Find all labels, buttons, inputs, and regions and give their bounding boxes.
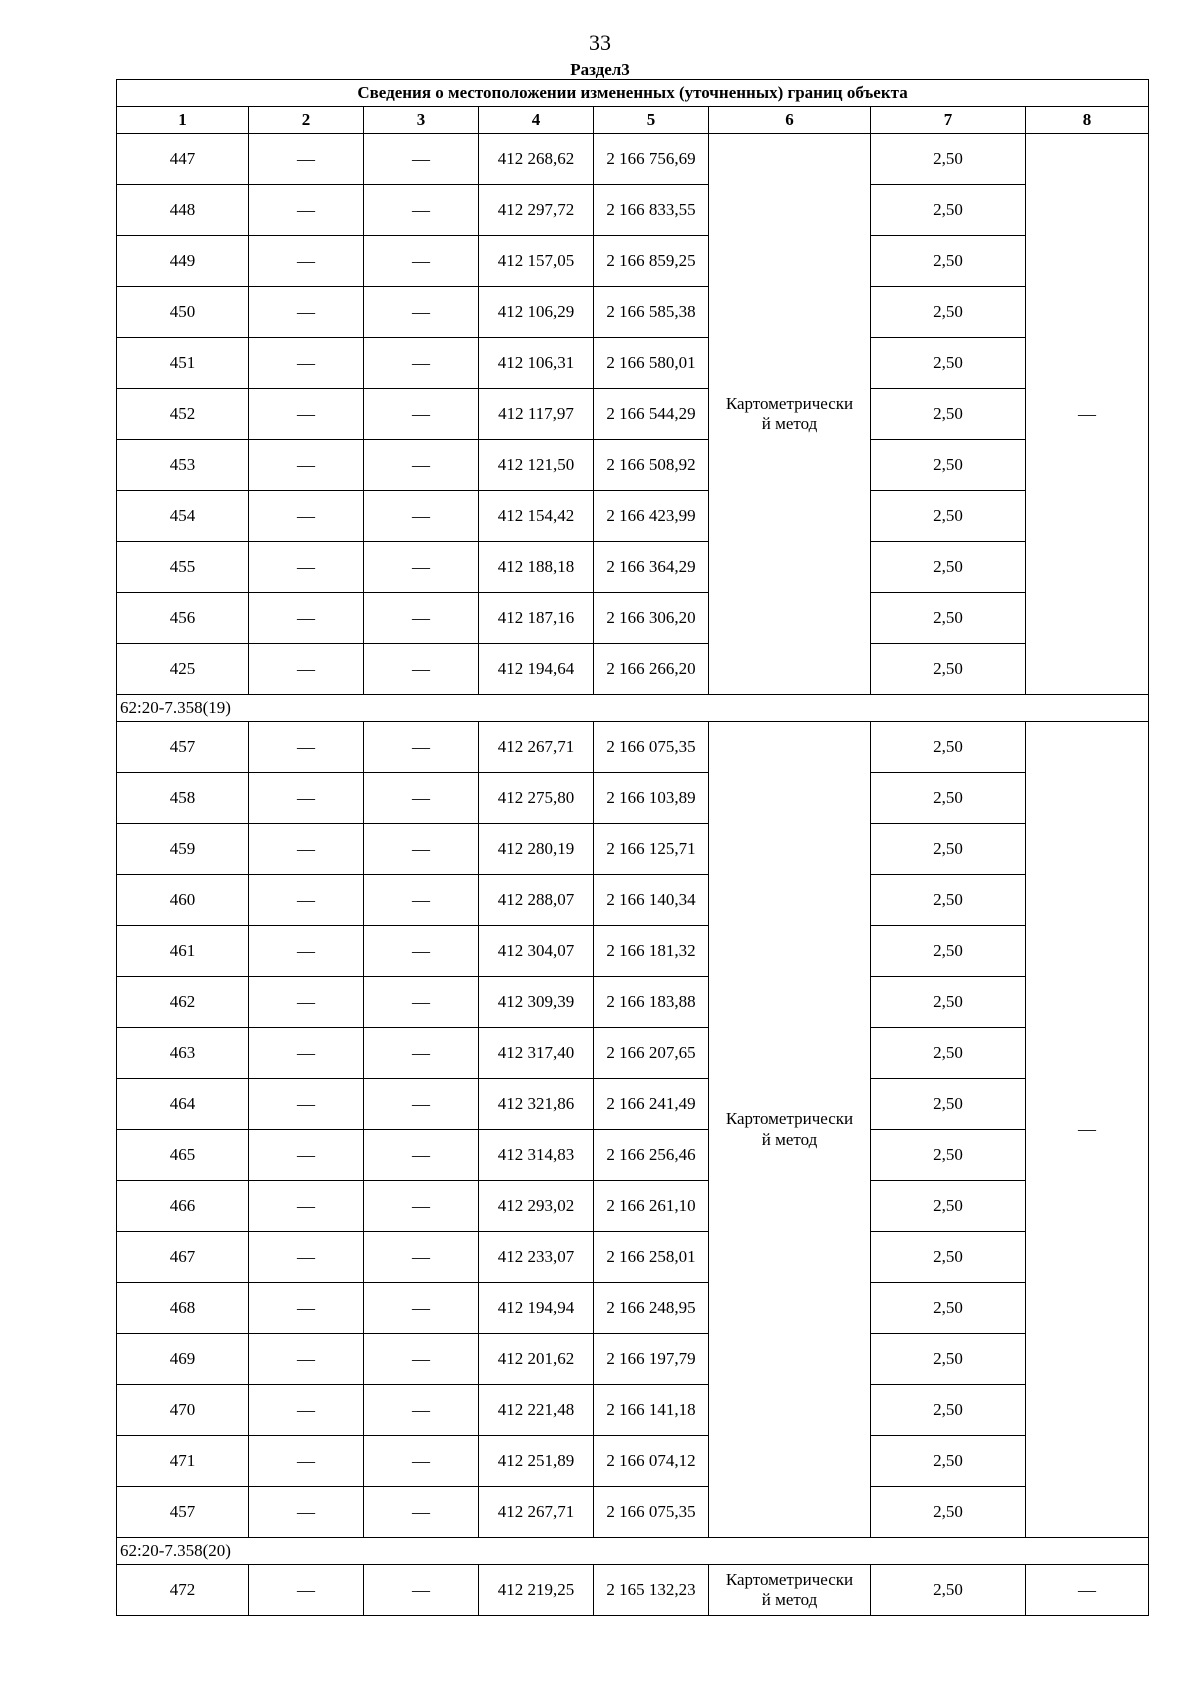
table-caption: Сведения о местоположении измененных (уточненных) границ объекта (117, 80, 1149, 107)
col3-cell: — (364, 1334, 479, 1385)
point-number-cell: 456 (117, 593, 249, 644)
col3-cell: — (364, 1232, 479, 1283)
x-coordinate-cell: 412 219,25 (479, 1565, 594, 1616)
col3-cell: — (364, 977, 479, 1028)
col2-cell: — (249, 1385, 364, 1436)
section-title: Раздел3 (570, 60, 630, 79)
table-row (117, 1487, 1149, 1538)
y-coordinate-cell: 2 166 075,35 (594, 1487, 709, 1538)
y-coordinate-cell: 2 165 132,23 (594, 1565, 709, 1616)
point-number-cell: 471 (117, 1436, 249, 1487)
accuracy-cell: 2,50 (871, 491, 1026, 542)
table-row (117, 875, 1149, 926)
x-coordinate-cell: 412 194,64 (479, 644, 594, 695)
col3-cell: — (364, 593, 479, 644)
point-number-cell: 458 (117, 773, 249, 824)
accuracy-cell: 2,50 (871, 1181, 1026, 1232)
col2-cell: — (249, 875, 364, 926)
method-text-line: Картометрически (725, 1569, 854, 1589)
table-row (117, 542, 1149, 593)
accuracy-cell: 2,50 (871, 338, 1026, 389)
point-number-cell: 469 (117, 1334, 249, 1385)
table-row (117, 1283, 1149, 1334)
x-coordinate-cell: 412 288,07 (479, 875, 594, 926)
x-coordinate-cell: 412 188,18 (479, 542, 594, 593)
col3-cell: — (364, 824, 479, 875)
table-row (117, 1385, 1149, 1436)
point-number-cell: 466 (117, 1181, 249, 1232)
accuracy-cell: 2,50 (871, 287, 1026, 338)
col2-cell: — (249, 1130, 364, 1181)
col3-cell: — (364, 491, 479, 542)
x-coordinate-cell: 412 304,07 (479, 926, 594, 977)
table-row (117, 977, 1149, 1028)
method-text-line: й метод (761, 414, 818, 433)
y-coordinate-cell: 2 166 075,35 (594, 722, 709, 773)
x-coordinate-cell: 412 267,71 (479, 1487, 594, 1538)
accuracy-cell: 2,50 (871, 1028, 1026, 1079)
accuracy-cell: 2,50 (871, 1283, 1026, 1334)
x-coordinate-cell: 412 106,29 (479, 287, 594, 338)
method-text-line: й метод (761, 1129, 818, 1149)
point-number-cell: 449 (117, 236, 249, 287)
y-coordinate-cell: 2 166 364,29 (594, 542, 709, 593)
x-coordinate-cell: 412 321,86 (479, 1079, 594, 1130)
y-coordinate-cell: 2 166 141,18 (594, 1385, 709, 1436)
col3-cell: — (364, 287, 479, 338)
table-row (117, 644, 1149, 695)
accuracy-cell: 2,50 (871, 134, 1026, 185)
accuracy-cell: 2,50 (871, 1565, 1026, 1616)
point-number-cell: 459 (117, 824, 249, 875)
x-coordinate-cell: 412 268,62 (479, 134, 594, 185)
point-number-cell: 472 (117, 1565, 249, 1616)
col2-cell: — (249, 722, 364, 773)
x-coordinate-cell: 412 194,94 (479, 1283, 594, 1334)
x-coordinate-cell: 412 233,07 (479, 1232, 594, 1283)
x-coordinate-cell: 412 106,31 (479, 338, 594, 389)
method-cell (709, 722, 871, 1538)
col3-cell: — (364, 1130, 479, 1181)
col2-cell: — (249, 593, 364, 644)
column-number-row (117, 107, 1149, 134)
table-row (117, 593, 1149, 644)
x-coordinate-cell: 412 267,71 (479, 722, 594, 773)
col3-cell: — (364, 1385, 479, 1436)
y-coordinate-cell: 2 166 306,20 (594, 593, 709, 644)
col2-cell: — (249, 185, 364, 236)
col2-cell: — (249, 236, 364, 287)
col2-cell: — (249, 1079, 364, 1130)
x-coordinate-cell: 412 221,48 (479, 1385, 594, 1436)
accuracy-cell: 2,50 (871, 236, 1026, 287)
col3-cell: — (364, 1436, 479, 1487)
point-number-cell: 452 (117, 389, 249, 440)
x-coordinate-cell: 412 280,19 (479, 824, 594, 875)
y-coordinate-cell: 2 166 423,99 (594, 491, 709, 542)
col3-cell: — (364, 1028, 479, 1079)
table-row (117, 926, 1149, 977)
method-cell (709, 134, 871, 695)
accuracy-cell: 2,50 (871, 1232, 1026, 1283)
x-coordinate-cell: 412 309,39 (479, 977, 594, 1028)
col3-cell: — (364, 1487, 479, 1538)
col2-cell: — (249, 1028, 364, 1079)
table-row (117, 440, 1149, 491)
col3-cell: — (364, 440, 479, 491)
point-number-cell: 465 (117, 1130, 249, 1181)
x-coordinate-cell: 412 117,97 (479, 389, 594, 440)
x-coordinate-cell: 412 154,42 (479, 491, 594, 542)
group-label-row (117, 695, 1149, 722)
col3-cell: — (364, 134, 479, 185)
y-coordinate-cell: 2 166 207,65 (594, 1028, 709, 1079)
col3-cell: — (364, 773, 479, 824)
point-number-cell: 453 (117, 440, 249, 491)
column-number: 4 (479, 107, 594, 134)
table-row (117, 1079, 1149, 1130)
x-coordinate-cell: 412 317,40 (479, 1028, 594, 1079)
x-coordinate-cell: 412 157,05 (479, 236, 594, 287)
col3-cell: — (364, 644, 479, 695)
column-number: 6 (709, 107, 871, 134)
table-row (117, 134, 1149, 185)
column-number: 5 (594, 107, 709, 134)
table-row (117, 1028, 1149, 1079)
accuracy-cell: 2,50 (871, 1079, 1026, 1130)
table-row (117, 185, 1149, 236)
x-coordinate-cell: 412 293,02 (479, 1181, 594, 1232)
col2-cell: — (249, 542, 364, 593)
col3-cell: — (364, 185, 479, 236)
table-row (117, 1334, 1149, 1385)
accuracy-cell: 2,50 (871, 875, 1026, 926)
table-caption-row (117, 80, 1149, 107)
point-number-cell: 450 (117, 287, 249, 338)
column-number: 1 (117, 107, 249, 134)
accuracy-cell: 2,50 (871, 977, 1026, 1028)
col2-cell: — (249, 491, 364, 542)
accuracy-cell: 2,50 (871, 722, 1026, 773)
accuracy-cell: 2,50 (871, 1487, 1026, 1538)
accuracy-cell: 2,50 (871, 824, 1026, 875)
col2-cell: — (249, 1487, 364, 1538)
accuracy-cell: 2,50 (871, 1436, 1026, 1487)
accuracy-cell: 2,50 (871, 593, 1026, 644)
x-coordinate-cell: 412 187,16 (479, 593, 594, 644)
table-row (117, 1436, 1149, 1487)
col2-cell: — (249, 1436, 364, 1487)
y-coordinate-cell: 2 166 241,49 (594, 1079, 709, 1130)
point-number-cell: 462 (117, 977, 249, 1028)
point-number-cell: 460 (117, 875, 249, 926)
col2-cell: — (249, 338, 364, 389)
point-number-cell: 468 (117, 1283, 249, 1334)
y-coordinate-cell: 2 166 859,25 (594, 236, 709, 287)
col3-cell: — (364, 236, 479, 287)
x-coordinate-cell: 412 121,50 (479, 440, 594, 491)
col2-cell: — (249, 1565, 364, 1616)
col3-cell: — (364, 542, 479, 593)
table-row (117, 389, 1149, 440)
table-row (117, 1565, 1149, 1616)
y-coordinate-cell: 2 166 544,29 (594, 389, 709, 440)
column-number: 2 (249, 107, 364, 134)
y-coordinate-cell: 2 166 580,01 (594, 338, 709, 389)
point-number-cell: 457 (117, 722, 249, 773)
y-coordinate-cell: 2 166 103,89 (594, 773, 709, 824)
col2-cell: — (249, 287, 364, 338)
col3-cell: — (364, 722, 479, 773)
point-number-cell: 464 (117, 1079, 249, 1130)
table-row (117, 287, 1149, 338)
col2-cell: — (249, 977, 364, 1028)
x-coordinate-cell: 412 297,72 (479, 185, 594, 236)
col2-cell: — (249, 824, 364, 875)
y-coordinate-cell: 2 166 140,34 (594, 875, 709, 926)
col2-cell: — (249, 1334, 364, 1385)
accuracy-cell: 2,50 (871, 1334, 1026, 1385)
point-number-cell: 447 (117, 134, 249, 185)
y-coordinate-cell: 2 166 197,79 (594, 1334, 709, 1385)
table-row (117, 1232, 1149, 1283)
col3-cell: — (364, 1079, 479, 1130)
col2-cell: — (249, 134, 364, 185)
point-number-cell: 467 (117, 1232, 249, 1283)
col3-cell: — (364, 1283, 479, 1334)
table-row (117, 722, 1149, 773)
col3-cell: — (364, 389, 479, 440)
accuracy-cell: 2,50 (871, 185, 1026, 236)
y-coordinate-cell: 2 166 585,38 (594, 287, 709, 338)
col2-cell: — (249, 1181, 364, 1232)
y-coordinate-cell: 2 166 266,20 (594, 644, 709, 695)
y-coordinate-cell: 2 166 508,92 (594, 440, 709, 491)
accuracy-cell: 2,50 (871, 389, 1026, 440)
accuracy-cell: 2,50 (871, 1130, 1026, 1181)
y-coordinate-cell: 2 166 256,46 (594, 1130, 709, 1181)
col2-cell: — (249, 1232, 364, 1283)
group-label: 62:20-7.358(19) (117, 695, 1149, 722)
table-row (117, 491, 1149, 542)
point-number-cell: 451 (117, 338, 249, 389)
point-number-cell: 463 (117, 1028, 249, 1079)
column-number: 3 (364, 107, 479, 134)
table-row (117, 1181, 1149, 1232)
col2-cell: — (249, 440, 364, 491)
y-coordinate-cell: 2 166 074,12 (594, 1436, 709, 1487)
col3-cell: — (364, 338, 479, 389)
col2-cell: — (249, 926, 364, 977)
method-text-line: Картометрически (725, 393, 854, 413)
col2-cell: — (249, 1283, 364, 1334)
point-number-cell: 425 (117, 644, 249, 695)
col3-cell: — (364, 1565, 479, 1616)
col2-cell: — (249, 773, 364, 824)
method-cell (709, 1565, 871, 1616)
method-text-line: Картометрически (725, 1109, 854, 1129)
accuracy-cell: 2,50 (871, 926, 1026, 977)
accuracy-cell: 2,50 (871, 1385, 1026, 1436)
accuracy-cell: 2,50 (871, 542, 1026, 593)
x-coordinate-cell: 412 251,89 (479, 1436, 594, 1487)
col8-cell: — (1026, 134, 1149, 695)
col3-cell: — (364, 1181, 479, 1232)
point-number-cell: 457 (117, 1487, 249, 1538)
y-coordinate-cell: 2 166 756,69 (594, 134, 709, 185)
table-row (117, 773, 1149, 824)
col8-cell: — (1026, 722, 1149, 1538)
point-number-cell: 461 (117, 926, 249, 977)
table-row (117, 1130, 1149, 1181)
col3-cell: — (364, 926, 479, 977)
column-number: 8 (1026, 107, 1149, 134)
x-coordinate-cell: 412 201,62 (479, 1334, 594, 1385)
group-label-row (117, 1538, 1149, 1565)
point-number-cell: 470 (117, 1385, 249, 1436)
x-coordinate-cell: 412 275,80 (479, 773, 594, 824)
y-coordinate-cell: 2 166 248,95 (594, 1283, 709, 1334)
y-coordinate-cell: 2 166 258,01 (594, 1232, 709, 1283)
col3-cell: — (364, 875, 479, 926)
page-number: 33 (589, 30, 611, 55)
point-number-cell: 454 (117, 491, 249, 542)
coordinates-table (116, 79, 1149, 1616)
table-row (117, 338, 1149, 389)
y-coordinate-cell: 2 166 261,10 (594, 1181, 709, 1232)
point-number-cell: 448 (117, 185, 249, 236)
col8-cell: — (1026, 1565, 1149, 1616)
point-number-cell: 455 (117, 542, 249, 593)
accuracy-cell: 2,50 (871, 644, 1026, 695)
accuracy-cell: 2,50 (871, 440, 1026, 491)
y-coordinate-cell: 2 166 833,55 (594, 185, 709, 236)
accuracy-cell: 2,50 (871, 773, 1026, 824)
table-row (117, 824, 1149, 875)
table-row (117, 236, 1149, 287)
y-coordinate-cell: 2 166 181,32 (594, 926, 709, 977)
y-coordinate-cell: 2 166 183,88 (594, 977, 709, 1028)
group-label: 62:20-7.358(20) (117, 1538, 1149, 1565)
col2-cell: — (249, 389, 364, 440)
column-number: 7 (871, 107, 1026, 134)
col2-cell: — (249, 644, 364, 695)
y-coordinate-cell: 2 166 125,71 (594, 824, 709, 875)
method-text-line: й метод (761, 1590, 818, 1609)
x-coordinate-cell: 412 314,83 (479, 1130, 594, 1181)
